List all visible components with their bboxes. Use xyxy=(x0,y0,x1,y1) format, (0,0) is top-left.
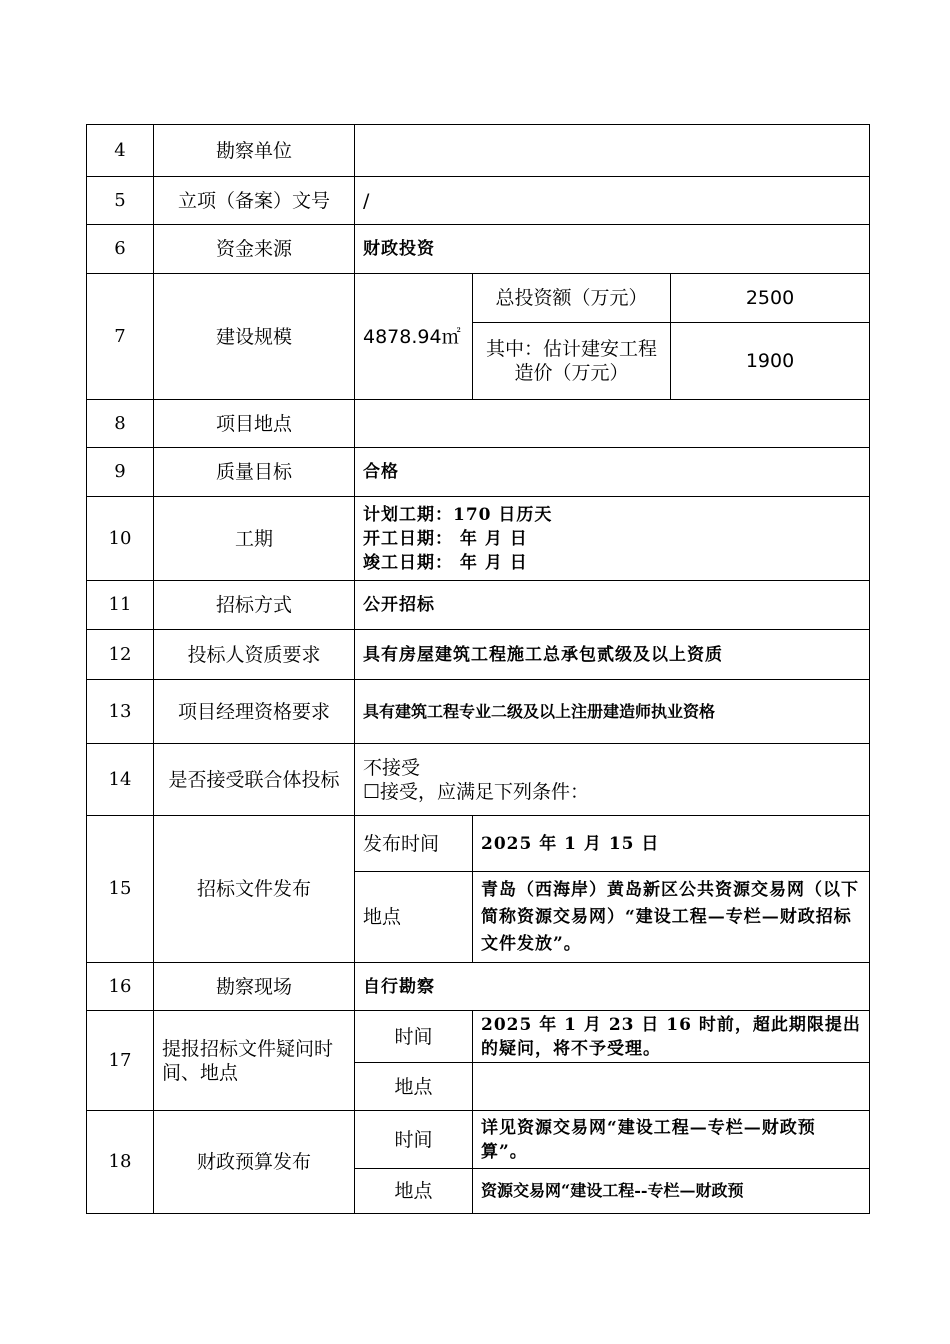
table-row xyxy=(87,448,870,497)
table-row xyxy=(87,1011,870,1063)
row-number: 8 xyxy=(87,400,154,448)
row-label: 招标文件发布 xyxy=(154,816,355,963)
sub-label: 时间 xyxy=(355,1011,473,1063)
row-label: 财政预算发布 xyxy=(154,1111,355,1214)
sub-label: 地点 xyxy=(355,872,473,963)
row-value: 自行勘察 xyxy=(355,963,870,1011)
row-number: 14 xyxy=(87,744,154,816)
row-value: 具有房屋建筑工程施工总承包贰级及以上资质 xyxy=(355,630,870,680)
row-number: 18 xyxy=(87,1111,154,1214)
row-value: 合格 xyxy=(355,448,870,497)
budget-place: 资源交易网“建设工程--专栏—财政预 xyxy=(473,1169,870,1214)
planned-duration: 计划工期：170 日历天 xyxy=(363,504,553,525)
total-investment-value: 2500 xyxy=(671,274,870,323)
row-value: / xyxy=(355,177,870,225)
query-place xyxy=(473,1063,870,1111)
row-number: 10 xyxy=(87,497,154,581)
tender-info-table xyxy=(86,124,870,1214)
row-label: 勘察单位 xyxy=(154,125,355,177)
row-number: 16 xyxy=(87,963,154,1011)
row-label: 立项（备案）文号 xyxy=(154,177,355,225)
row-label: 投标人资质要求 xyxy=(154,630,355,680)
row-value: 具有建筑工程专业二级及以上注册建造师执业资格 xyxy=(355,680,870,744)
option-not-accept: 不接受 xyxy=(363,756,421,779)
table-row xyxy=(87,963,870,1011)
row-number: 11 xyxy=(87,581,154,630)
start-date: 开工日期： 年 月 日 xyxy=(363,528,528,549)
row-number: 9 xyxy=(87,448,154,497)
total-investment-label: 总投资额（万元） xyxy=(473,274,671,323)
sub-label: 地点 xyxy=(355,1169,473,1214)
row-number: 13 xyxy=(87,680,154,744)
table-row xyxy=(87,125,870,177)
row-label: 项目经理资格要求 xyxy=(154,680,355,744)
build-cost-label: 其中：估计建安工程造价（万元） xyxy=(473,323,671,400)
option-accept: ☐接受，应满足下列条件： xyxy=(363,780,590,803)
row-label: 质量目标 xyxy=(154,448,355,497)
sub-label: 发布时间 xyxy=(355,816,473,872)
table-row xyxy=(87,630,870,680)
row-number: 15 xyxy=(87,816,154,963)
row-value xyxy=(355,125,870,177)
row-label: 勘察现场 xyxy=(154,963,355,1011)
budget-time: 详见资源交易网“建设工程—专栏—财政预算”。 xyxy=(473,1111,870,1169)
schedule-cell xyxy=(355,497,870,581)
row-label: 招标方式 xyxy=(154,581,355,630)
sub-label: 时间 xyxy=(355,1111,473,1169)
row-label: 工期 xyxy=(154,497,355,581)
table-row xyxy=(87,744,870,816)
row-label: 提报招标文件疑问时间、地点 xyxy=(154,1011,355,1111)
table-row xyxy=(87,497,870,581)
row-number: 12 xyxy=(87,630,154,680)
table-row xyxy=(87,400,870,448)
row-value xyxy=(355,400,870,448)
row-number: 7 xyxy=(87,274,154,400)
release-place: 青岛（西海岸）黄岛新区公共资源交易网（以下简称资源交易网）“建设工程—专栏—财政招标文件发放”。 xyxy=(473,872,870,963)
row-value: 公开招标 xyxy=(355,581,870,630)
table-row xyxy=(87,177,870,225)
table-row xyxy=(87,274,870,323)
table-row xyxy=(87,816,870,872)
consortium-cell xyxy=(355,744,870,816)
row-label: 建设规模 xyxy=(154,274,355,400)
row-label: 是否接受联合体投标 xyxy=(154,744,355,816)
query-time: 2025 年 1 月 23 日 16 时前，超此期限提出的疑问，将不予受理。 xyxy=(473,1011,870,1063)
row-number: 5 xyxy=(87,177,154,225)
row-number: 17 xyxy=(87,1011,154,1111)
table-row xyxy=(87,680,870,744)
row-label: 资金来源 xyxy=(154,225,355,274)
row-value: 财政投资 xyxy=(355,225,870,274)
sub-label: 地点 xyxy=(355,1063,473,1111)
construction-area: 4878.94㎡ xyxy=(355,274,473,400)
row-label: 项目地点 xyxy=(154,400,355,448)
row-number: 6 xyxy=(87,225,154,274)
table-row xyxy=(87,581,870,630)
end-date: 竣工日期： 年 月 日 xyxy=(363,552,528,573)
release-time: 2025 年 1 月 15 日 xyxy=(473,816,870,872)
table-row xyxy=(87,1111,870,1169)
table-row xyxy=(87,225,870,274)
build-cost-value: 1900 xyxy=(671,323,870,400)
row-number: 4 xyxy=(87,125,154,177)
